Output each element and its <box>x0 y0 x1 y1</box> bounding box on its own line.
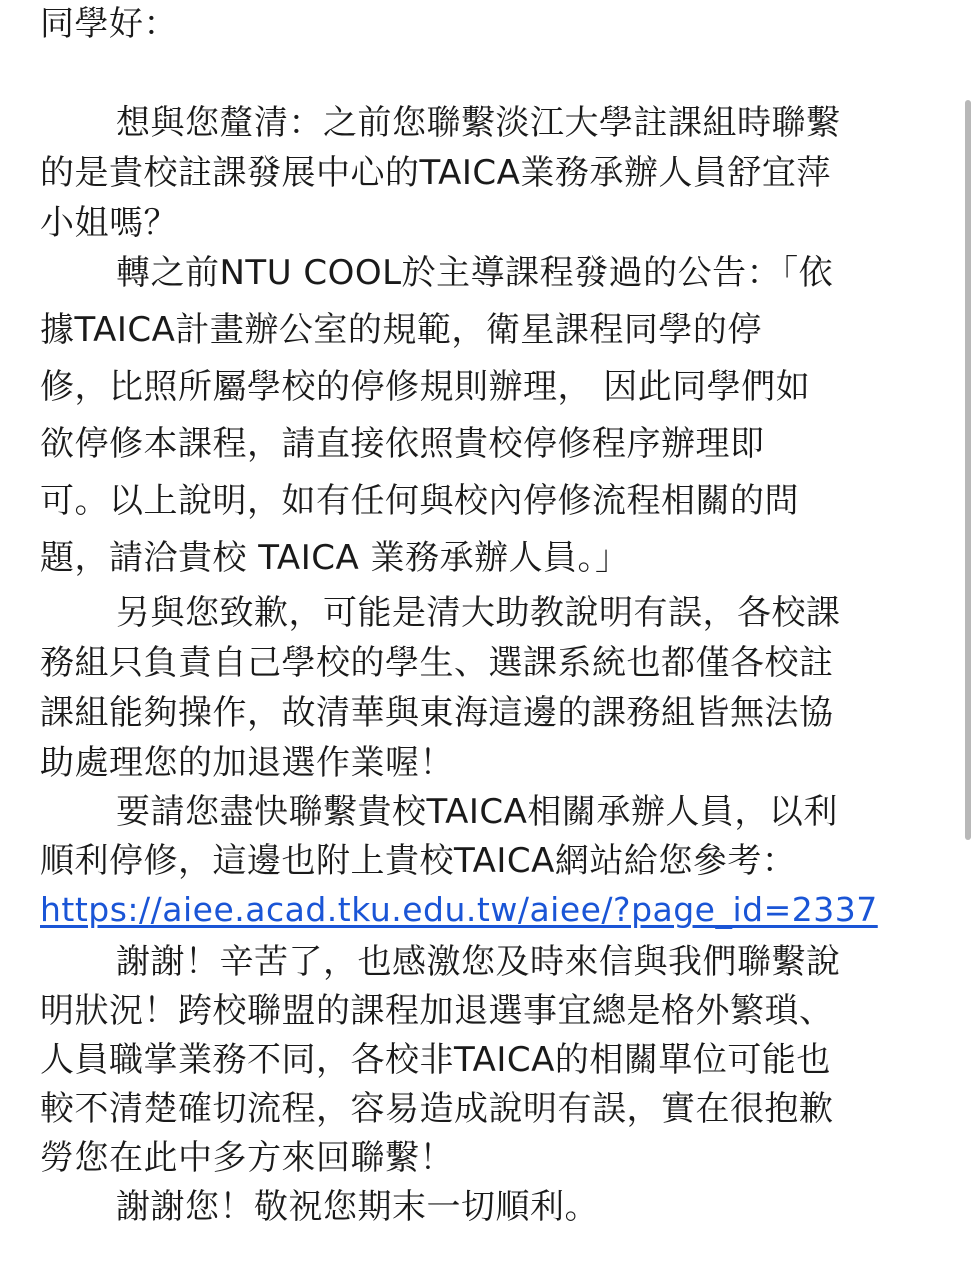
paragraph-line: 修，比照所屬學校的停修規則辦理， 因此同學們如 <box>40 367 811 407</box>
paragraph-line: 題，請洽貴校 TAICA 業務承辦人員。」 <box>40 538 630 578</box>
paragraph-line: 較不清楚確切流程，容易造成說明有誤，實在很抱歉 <box>40 1089 834 1129</box>
paragraph-line: 明狀況！跨校聯盟的課程加退選事宜總是格外繁瑣、 <box>40 991 834 1031</box>
paragraph-line: 欲停修本課程，請直接依照貴校停修程序辦理即 <box>40 424 765 464</box>
paragraph-line: 務組只負責自己學校的學生、選課系統也都僅各校註 <box>40 643 834 683</box>
paragraph-line: 謝謝！辛苦了，也感激您及時來信與我們聯繫說 <box>116 942 841 982</box>
paragraph-line: 據TAICA計畫辦公室的規範，衛星課程同學的停 <box>40 310 762 350</box>
paragraph-line: 可。以上說明，如有任何與校內停修流程相關的問 <box>40 481 799 521</box>
closing-line: 謝謝您！敬祝您期末一切順利。 <box>116 1187 599 1227</box>
vertical-scrollbar[interactable] <box>965 100 971 840</box>
paragraph-line: 的是貴校註課發展中心的TAICA業務承辦人員舒宜萍 <box>40 153 831 193</box>
greeting-line: 同學好： <box>40 4 178 44</box>
paragraph-line: 勞您在此中多方來回聯繫！ <box>40 1138 454 1178</box>
paragraph-line: 助處理您的加退選作業喔！ <box>40 743 454 783</box>
paragraph-line: 要請您盡快聯繫貴校TAICA相關承辦人員，以利 <box>116 792 838 832</box>
paragraph-line: 人員職掌業務不同，各校非TAICA的相關單位可能也 <box>40 1040 831 1080</box>
paragraph-line: 轉之前NTU COOL於主導課程發過的公告：「依 <box>116 253 834 293</box>
paragraph-line: 課組能夠操作，故清華與東海這邊的課務組皆無法協 <box>40 693 834 733</box>
paragraph-line: 想與您釐清：之前您聯繫淡江大學註課組時聯繫 <box>116 103 841 143</box>
paragraph-line: 小姐嗎？ <box>40 203 178 243</box>
taica-website-link[interactable]: https://aiee.acad.tku.edu.tw/aiee/?page_id=2337 <box>40 890 878 929</box>
paragraph-line: 另與您致歉，可能是清大助教說明有誤，各校課 <box>116 593 841 633</box>
paragraph-line: 順利停修，這邊也附上貴校TAICA網站給您參考： <box>40 841 797 881</box>
